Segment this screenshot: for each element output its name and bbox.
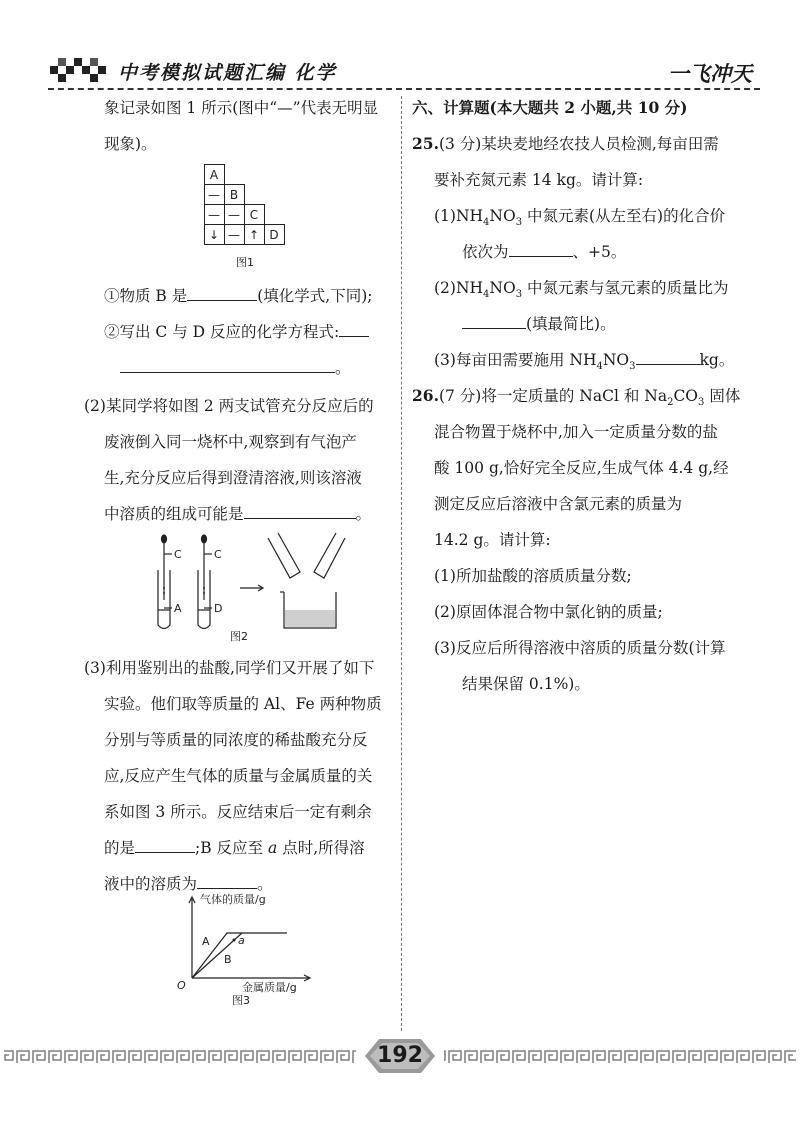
fig3-point-a: [233, 939, 236, 942]
answer-blank[interactable]: [197, 866, 257, 889]
fig1-cell-dash-4: —: [228, 228, 240, 242]
q1-part2-text: ②写出 C 与 D 反应的化学方程式:: [104, 323, 340, 341]
q26-l1-a: (7 分)将一定质量的 NaCl 和 Na: [438, 387, 668, 405]
q25-part1-l2-b: 、+5。: [572, 243, 627, 261]
q25-part1-b: NO: [489, 207, 516, 225]
figure-1-table: [204, 164, 300, 252]
q3-line-2: 实验。他们取等质量的 Al、Fe 两种物质: [104, 695, 382, 713]
fig1-cell-dash-3: —: [228, 208, 240, 222]
fig3-label-a-line: A: [202, 935, 210, 948]
q25-part3-sub2: 3: [629, 361, 636, 373]
fig1-cell-b: B: [229, 188, 239, 202]
q1-part1-text: ①物质 B 是: [104, 287, 188, 305]
q3-line-3: 分别与等质量的同浓度的稀盐酸充分反: [104, 731, 368, 749]
q25-part2-b: NO: [489, 279, 516, 297]
fig1-cell-d: D: [269, 228, 279, 242]
q3-line-7-end: 。: [257, 875, 273, 893]
q3-line-5: 系如图 3 所示。反应结束后一定有剩余: [104, 803, 372, 821]
q25-number: 25.: [412, 134, 439, 153]
q26-part2: (2)原固体混合物中氯化钠的质量;: [434, 603, 663, 621]
q25-part2-c: 中氮元素与氢元素的质量比为: [522, 279, 729, 297]
q25-part1-line2: [462, 234, 626, 270]
answer-blank[interactable]: [135, 830, 195, 853]
q26-line-2: 混合物置于烧杯中,加入一定质量分数的盐: [434, 423, 718, 441]
q1-part2: [104, 314, 369, 350]
answer-blank[interactable]: [120, 350, 335, 373]
fig3-ylabel: 气体的质量/g: [200, 893, 266, 906]
q2-line-4-end: 。: [355, 505, 372, 523]
fig1-cell-dash-2: —: [208, 208, 220, 222]
q26-l1-c: 固体: [704, 387, 741, 405]
column-divider: [401, 96, 402, 1031]
left-line-1: 象记录如图 1 所示(图中“—”代表无明显: [104, 99, 379, 117]
q25-part2-sub2: 3: [515, 289, 523, 301]
q25-part3-b: NO: [602, 351, 630, 369]
q1-part2-line2: [120, 350, 351, 386]
page-number: 192: [377, 1043, 423, 1068]
q1-part1: [104, 278, 373, 314]
q26-line-5: 14.2 g。请计算:: [434, 531, 551, 549]
q25-part1-l2-a: 依次为: [462, 243, 509, 261]
q25-part1-c: 中氮元素(从左至右)的化合价: [522, 207, 726, 225]
fig1-cell-c: C: [249, 208, 259, 222]
q26-l1-sub: 2: [667, 397, 674, 409]
fig2-label-c2: C: [214, 548, 222, 561]
fig3-origin: O: [177, 979, 186, 992]
q25-part1-a: (1)NH: [434, 207, 484, 225]
q26-l1-sub2: 3: [698, 397, 705, 409]
fig3-label-b-line: B: [224, 953, 232, 966]
q26-line-3: 酸 100 g,恰好完全反应,生成气体 4.4 g,经: [434, 459, 729, 477]
left-line-2: 现象)。: [104, 135, 157, 153]
q3-line-6-b: ;B 反应至: [195, 839, 264, 857]
answer-blank[interactable]: [509, 234, 573, 257]
q1-part1-hint: (填化学式,下同);: [257, 287, 373, 305]
figure-2-tubes: [150, 530, 350, 635]
header-title: 中考模拟试题汇编 化学: [118, 62, 337, 84]
fig3-label-point: a: [238, 934, 245, 947]
q3-line-6-d: 点时,所得溶: [282, 839, 365, 857]
q1-part2-end: 。: [335, 359, 351, 377]
fig2-label-c1: C: [174, 548, 182, 561]
figure-2-caption: 图2: [230, 630, 248, 643]
q26-part3: (3)反应后所得溶液中溶质的质量分数(计算: [434, 639, 726, 657]
q25-part3-sub1: 4: [596, 361, 603, 373]
q26-l1-b: CO: [673, 387, 699, 405]
q25-part3-c: kg。: [699, 351, 735, 369]
figure-3-caption: 图3: [232, 994, 250, 1007]
q3-line-6: [104, 830, 365, 866]
figure-1-caption: 图1: [236, 256, 254, 269]
fig1-cell-down: ↓: [208, 228, 220, 242]
q2-line-1: (2)某同学将如图 2 两支试管充分反应后的: [84, 397, 374, 415]
fig3-xlabel: 金属质量/g: [242, 981, 297, 993]
q25-part2-a: (2)NH: [434, 279, 484, 297]
fig2-label-d2: D: [214, 602, 223, 615]
answer-blank[interactable]: [339, 314, 369, 337]
answer-blank[interactable]: [462, 306, 526, 329]
header-checker-logo: [50, 52, 110, 84]
q25-line-1: [412, 126, 719, 162]
fig1-cell-dash-1: —: [208, 188, 220, 202]
header-brand: 一飞冲天: [668, 61, 752, 86]
q26-part3-line2: 结果保留 0.1%)。: [462, 675, 590, 693]
answer-blank[interactable]: [244, 496, 356, 519]
q26-line-4: 测定反应后溶液中含氯元素的质量为: [434, 495, 683, 513]
q2-line-3: 生,充分反应后得到澄清溶液,则该溶液: [104, 469, 362, 487]
fig1-cell-a: A: [209, 168, 219, 182]
q3-line-7-text: 液中的溶质为: [104, 875, 198, 893]
answer-blank[interactable]: [636, 342, 700, 365]
q26-number: 26.: [412, 386, 439, 405]
q25-line-1-text: (3 分)某块麦地经农技人员检测,每亩田需: [438, 135, 719, 153]
q2-line-4-text: 中溶质的组成可能是: [104, 505, 244, 523]
fig1-cell-up: ↑: [248, 228, 260, 242]
figure-3-graph: [172, 893, 322, 993]
q3-line-1: (3)利用鉴别出的盐酸,同学们又开展了如下: [84, 659, 375, 677]
fig2-label-a1: A: [174, 602, 182, 615]
q25-part2-line2: [462, 306, 616, 342]
q3-point-a: a: [268, 839, 278, 857]
answer-blank[interactable]: [187, 278, 257, 301]
q25-line-2: 要补充氮元素 14 kg。请计算:: [434, 171, 644, 189]
q25-part1-sub1: 4: [483, 217, 490, 229]
q25-part3-a: (3)每亩田需要施用 NH: [434, 351, 597, 369]
q26-part1: (1)所加盐酸的溶质质量分数;: [434, 567, 632, 585]
section-title: 六、计算题(本大题共 2 小题,共 10 分): [412, 98, 688, 117]
q3-line-6-a: 的是: [104, 839, 136, 857]
q25-part2-sub1: 4: [483, 289, 490, 301]
q2-line-4: [104, 496, 371, 532]
q25-part2-l2: (填最简比)。: [526, 315, 616, 333]
q25-part1-sub2: 3: [515, 217, 523, 229]
q3-line-4: 应,反应产生气体的质量与金属质量的关: [104, 767, 373, 785]
q2-line-2: 废液倒入同一烧杯中,观察到有气泡产: [104, 433, 357, 451]
